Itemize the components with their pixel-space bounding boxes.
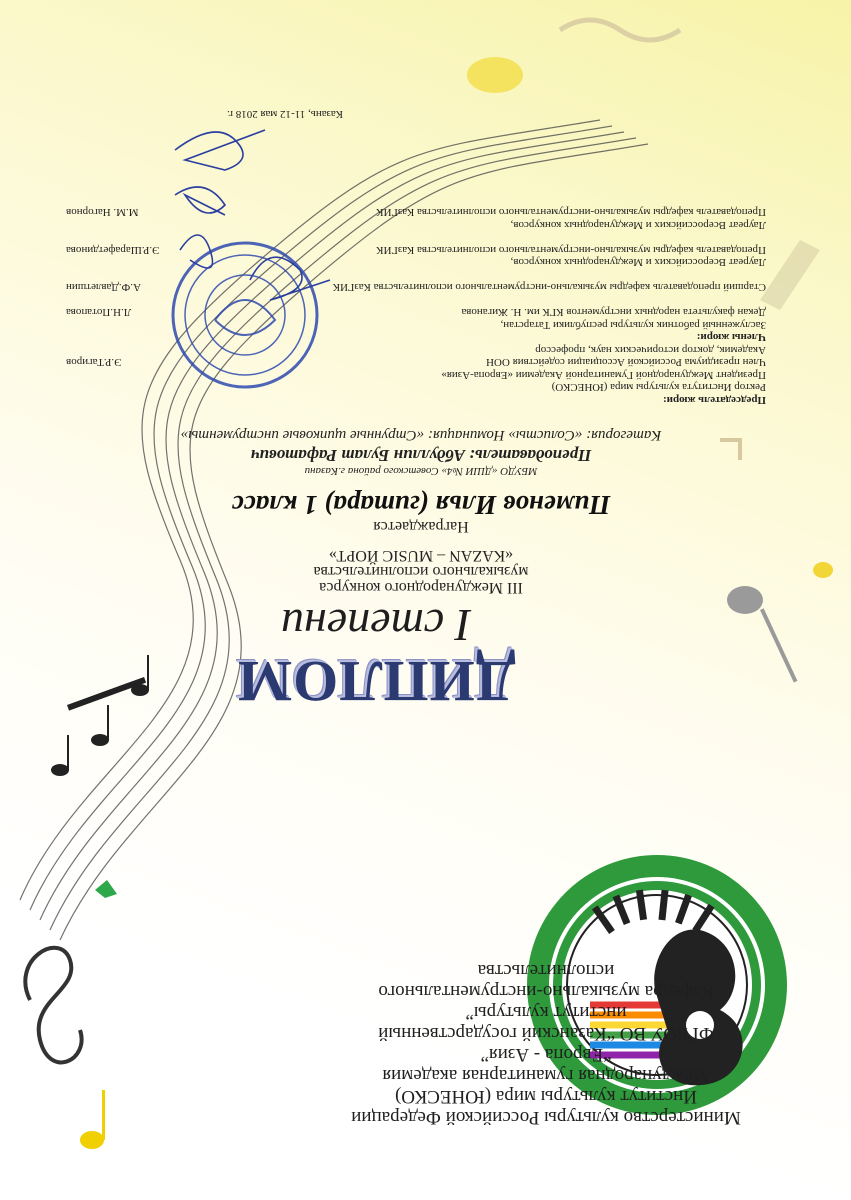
diploma-title: ДИПЛОМ <box>236 649 516 714</box>
jury-chair-line-text: Академик, доктор исторических наук, профессор <box>535 344 766 356</box>
ministry-line: ФГБОУ ВО “Казанский государственный <box>378 1023 714 1044</box>
diploma-degree: I степени <box>280 600 472 651</box>
contest-line: «KAZAN – MUSIC ЙОРТ» <box>328 547 514 564</box>
awardee-school: МБУДО «ДШИ №4» Советского района г.Казани <box>304 465 538 477</box>
jury-chair-heading: Председатель жюри: <box>662 394 766 406</box>
jury-member-line <box>66 256 766 269</box>
awardee-teacher: Преподаватель: Абдуллин Булат Рафатович <box>250 446 592 465</box>
jury-member-line <box>66 244 766 257</box>
jury-member-line <box>66 219 766 232</box>
ministry-line: исполнительства <box>477 960 615 981</box>
jury-chair-line <box>66 381 766 394</box>
jury-chair-line <box>66 356 766 369</box>
jury-members-heading: Члены жюри: <box>696 331 766 344</box>
ministry-line: Министерство культуры Российской Федерации <box>351 1107 741 1128</box>
jury-member-name: А.Ф.Давлетшин <box>66 281 141 294</box>
jury-member-name: М.М. Нагорнов <box>66 206 139 219</box>
jury-member-line-text: Преподаватель кафедры музыкально-инструментального исполнительства КазГИК <box>376 206 766 219</box>
jury-member-name: Л.Н.Потапова <box>66 306 132 319</box>
contest-line: музыкального исполнительства <box>313 563 529 580</box>
ministry-line: Институт культуры мира (ЮНЕСКО) <box>395 1086 697 1107</box>
jury-chair-line <box>66 344 766 357</box>
jury-spacer <box>66 231 766 244</box>
jury-member-line <box>66 281 766 294</box>
jury-member-line <box>66 206 766 219</box>
jury-member-line <box>66 306 766 319</box>
jury-member-line <box>66 319 766 332</box>
jury-member-line-text: Преподаватель кафедры музыкально-инструментального исполнительства КазГИК <box>376 244 766 256</box>
awarded-label: Награждается <box>373 518 469 535</box>
diploma-date: Казань, 11-12 мая 2018 г. <box>226 108 343 120</box>
jury-member-line-text: Лауреат Всероссийских и Международных конкурсов, <box>510 256 766 269</box>
jury-chair-line-text: Член президиума Российской Ассоциации содействия ООН <box>486 356 766 369</box>
contest-block <box>191 547 651 595</box>
contest-line: III Международного конкурса <box>319 579 523 596</box>
jury-chair-line <box>66 369 766 382</box>
ministry-line: институт культуры” <box>465 1002 627 1023</box>
jury-spacer <box>66 269 766 282</box>
jury-chair-name: Э.Р.Тагиров <box>66 356 122 369</box>
jury-member-line-text: Декан факультета народных инструментов КГК им. Н. Жиганова <box>461 306 766 319</box>
jury-member-line-text: Заслуженный работник культуры республики Татарстан, <box>500 319 766 331</box>
jury-member-name: Э.Р.Шарафетдинова <box>66 244 160 256</box>
ministry-line: “Европа - Азия” <box>480 1044 612 1065</box>
ministry-block <box>331 960 761 1128</box>
awardee-name: Пименов Илья (гитара) 1 класс <box>231 490 611 520</box>
jury-chair-line-text: Президент Международной Гуманитарной Академии «Европа-Азия» <box>441 369 766 381</box>
awardee-category: Категория: «Солисты» Номинация: «Струнные щипковые инструменты» <box>180 427 662 443</box>
jury-member-line-text: Лауреат Всероссийских и Международных конкурсов, <box>510 219 766 231</box>
jury-spacer <box>66 294 766 307</box>
jury-member-line-text: Старший преподаватель кафедры музыкально-инструментального исполнительства КазГИК <box>332 281 766 294</box>
jury-block <box>66 206 766 406</box>
ministry-line: Международная гуманитарная академия <box>382 1065 710 1086</box>
jury-chair-line-text: Ректор Института культуры мира (ЮНЕСКО) <box>551 381 766 394</box>
ministry-line: Кафедра музыкально-инструментального <box>378 981 714 1002</box>
